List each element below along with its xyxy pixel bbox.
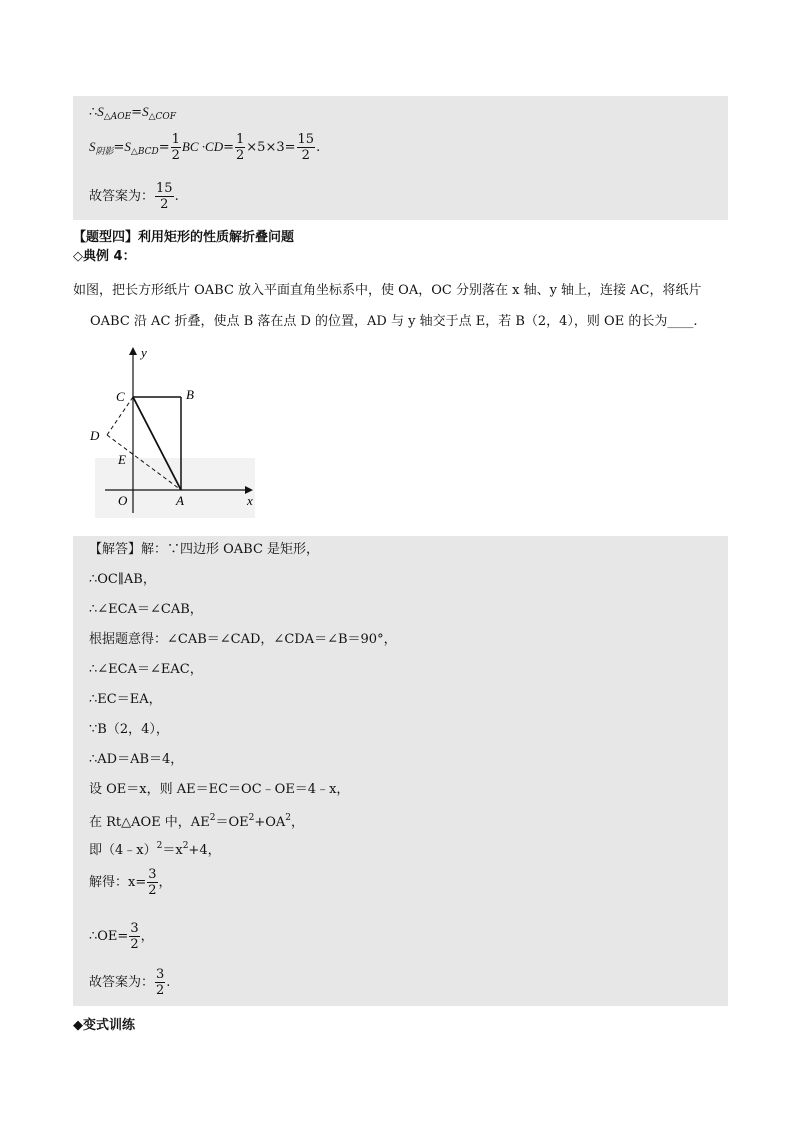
solution-line-3: ∴∠ECA＝∠CAB， <box>89 602 203 617</box>
fraction-answer <box>155 967 165 998</box>
denominator: 2 <box>148 883 157 898</box>
answer-line <box>89 180 179 214</box>
superscript: 2 <box>156 841 163 851</box>
period: . <box>174 189 179 204</box>
fraction-half <box>171 132 181 163</box>
numerator: 3 <box>130 921 139 936</box>
text-part: ∴OE= <box>89 929 129 944</box>
numerator: 1 <box>236 132 245 147</box>
answer-prefix: 故答案为： <box>89 189 155 204</box>
text-part: +4， <box>188 843 221 858</box>
numerator: 1 <box>171 132 180 147</box>
denominator: 2 <box>171 148 180 163</box>
solution-line-12 <box>89 866 172 900</box>
problem-line-1: 如图，把长方形纸片 OABC 放入平面直角坐标系中，使 OA，OC 分别落在 x 轴、y 轴上，连接 AC，将纸片 <box>73 283 702 298</box>
fraction-x <box>147 867 157 898</box>
solution-line-2: ∴OC∥AB， <box>89 572 156 587</box>
superscript: 2 <box>248 813 255 823</box>
triangle-cof-sub: △COF <box>148 112 176 122</box>
denominator: 2 <box>301 148 310 163</box>
shaded-sub: 阴影 <box>95 147 114 157</box>
fraction-half-2 <box>235 132 245 163</box>
label-x: x <box>247 493 253 508</box>
shaded-area-line <box>89 130 320 169</box>
solution-line-6: ∴EC＝EA， <box>89 692 162 707</box>
answer-fraction <box>155 181 174 212</box>
text-part: 即（4﹣x） <box>89 843 157 858</box>
numerator: 15 <box>156 181 173 196</box>
solution-line-11 <box>89 838 221 859</box>
text-part: . <box>166 975 171 990</box>
problem-line-2: OABC 沿 AC 折叠，使点 B 落在点 D 的位置，AD 与 y 轴交于点 E，若 B（2，4），则 OE 的长为____. <box>90 314 698 329</box>
solution-line-9: 设 OE＝x，则 AE＝EC＝OC﹣OE＝4﹣x， <box>89 782 350 797</box>
text-part: +OA <box>254 815 286 830</box>
area-s: S <box>89 139 96 154</box>
denominator: 2 <box>130 937 139 952</box>
y-axis-arrow <box>129 347 137 355</box>
example-label: ◇典例 4： <box>73 249 136 264</box>
solution-line-8: ∴AD＝AB＝4， <box>89 752 184 767</box>
label-e: E <box>118 452 126 467</box>
equals: = <box>223 140 234 155</box>
solution-line-7: ∵B（2，4）， <box>89 722 169 737</box>
superscript: 2 <box>285 813 292 823</box>
area-s: S <box>97 104 104 119</box>
triangle-aoe-sub: △AOE <box>103 112 132 122</box>
text-part: ， <box>140 929 154 944</box>
label-c: C <box>116 389 125 404</box>
figure-background <box>95 458 255 518</box>
section-heading: 【题型四】利用矩形的性质解折叠问题 <box>73 230 295 245</box>
solution-line-5: ∴∠ECA＝∠EAC， <box>89 662 203 677</box>
label-y: y <box>141 345 147 360</box>
variant-heading: ◆变式训练 <box>73 1018 135 1033</box>
denominator: 2 <box>160 197 169 212</box>
solution-box <box>73 536 728 1006</box>
numerator: 3 <box>148 867 157 882</box>
therefore-symbol: ∴ <box>89 105 98 120</box>
text-part: 在 Rt△AOE 中，AE <box>89 815 210 830</box>
area-s: S <box>142 104 149 119</box>
area-s: S <box>124 139 131 154</box>
text-part: ， <box>291 815 305 830</box>
text-part: 解得：x= <box>89 875 147 890</box>
solution-line-4: 根据题意得：∠CAB＝∠CAD，∠CDA＝∠B＝90°， <box>89 632 397 647</box>
area-equality-line <box>89 104 176 125</box>
text-part: ＝OE <box>215 815 249 830</box>
bc-cd-product: BC ·CD <box>181 139 224 154</box>
equals: = <box>113 140 125 155</box>
text-part: 故答案为： <box>89 975 155 990</box>
label-d: D <box>90 428 100 443</box>
denominator: 2 <box>236 148 245 163</box>
solution-line-13 <box>89 920 154 954</box>
equals: = <box>158 140 170 155</box>
denominator: 2 <box>156 983 165 998</box>
superscript: 2 <box>209 813 216 823</box>
text-part: ， <box>158 875 172 890</box>
multiplication: ×5×3= <box>246 140 296 155</box>
folding-figure <box>85 343 265 518</box>
solution-line-10 <box>89 810 304 831</box>
equals: = <box>131 105 143 120</box>
triangle-bcd-sub: △BCD <box>130 147 159 157</box>
previous-solution-box <box>73 96 728 220</box>
numerator: 15 <box>297 132 315 147</box>
label-o: O <box>118 493 128 508</box>
period: . <box>316 140 321 155</box>
label-a: A <box>176 493 184 508</box>
label-b: B <box>186 387 194 402</box>
fraction-result <box>297 132 316 163</box>
solution-intro: 【解答】解：∵四边形 OABC 是矩形， <box>89 542 320 557</box>
superscript: 2 <box>182 841 189 851</box>
text-part: ＝x <box>162 843 183 858</box>
numerator: 3 <box>156 967 165 982</box>
fraction-oe <box>129 921 139 952</box>
solution-line-14 <box>89 966 170 1000</box>
